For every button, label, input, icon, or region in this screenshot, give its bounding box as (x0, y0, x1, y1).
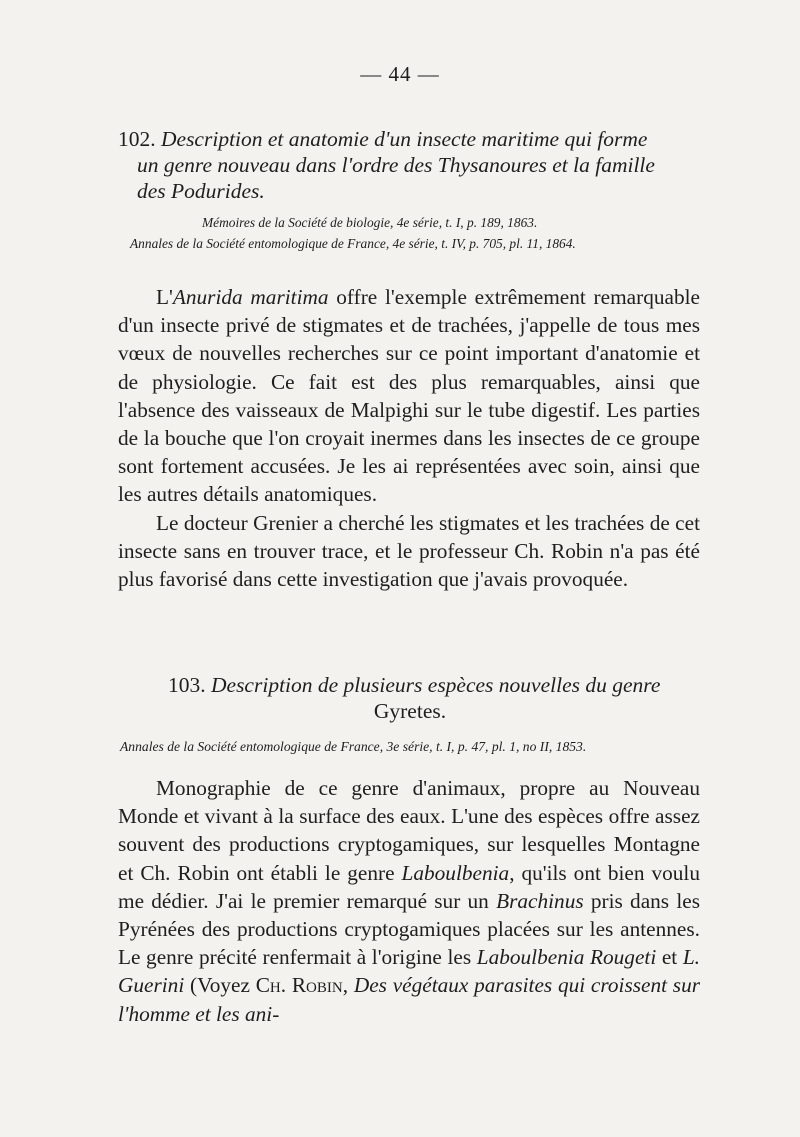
entry-103-paragraph (118, 774, 700, 1028)
entry-103-genus-brachinus: Brachinus (496, 888, 584, 913)
entry-103-species-guerini: L. Guerini (118, 945, 700, 998)
page-number: — 44 — (360, 62, 440, 86)
entry-103-text-2: , qu'ils ont bien voulu me dédier. J'ai le premier remarqué sur un (118, 860, 700, 913)
entry-103-body (118, 774, 700, 1028)
entry-103-genus-laboulbenia: Laboulbenia (401, 860, 510, 885)
entry-103-number: 103. (168, 673, 206, 697)
entry-102-para1-lead: L' (156, 285, 173, 309)
entry-102-title-line1: Description et anatomie d'un insecte maritime qui forme (161, 127, 648, 151)
entry-102-heading (118, 126, 702, 204)
entry-102-number: 102. (118, 127, 156, 151)
entry-102-title-line2: un genre nouveau dans l'ordre des Thysanoures et la famille (137, 153, 655, 177)
entry-102-species-name: Anurida maritima (172, 285, 329, 309)
entry-102-citation-1: Mémoires de la Société de biologie, 4e série, t. I, p. 189, 1863. (202, 215, 538, 230)
entry-103-reference-title: Des végétaux parasites qui croissent sur l'homme et les ani- (118, 973, 701, 1026)
entry-103-heading (118, 672, 702, 724)
entry-102-para1-text: offre l'exemple extrêmement remarquable d'un insecte privé de stigmates et de trachées, j'appelle de tous mes vœux de nouvelles recherches sur ce point important d'anatomie et de physiologie. Ce fait est des plus remarquables, ainsi que l'absence des vaisseaux de Malpighi sur le tube digestif. Les parties de la bouche que l'on croyait inermes dans les insectes de ce groupe sont fortement accusées. Je les ai représentées avec soin, ainsi que les autres détails anatomiques. (118, 285, 700, 507)
entry-103-text-3: pris dans les Pyrénées des productions cryptogamiques placées sur les antennes. Le genre précité renfermait à l'origine les (118, 888, 700, 970)
entry-102-paragraph-2: Le docteur Grenier a cherché les stigmates et les trachées de cet insecte sans en trouver trace, et le professeur Ch. Robin n'a pas été plus favorisé dans cette investigation que j'avais provoquée. (118, 510, 700, 592)
entry-103-text-1: Monographie de ce genre d'animaux, propre au Nouveau Monde et vivant à la surface des eaux. L'une des espèces offre assez souvent des productions cryptogamiques, sur lesquelles Montagne et Ch. Robin ont établi le genre (118, 776, 700, 885)
entry-102-body (118, 283, 700, 593)
entry-103-citation: Annales de la Société entomologique de France, 3e série, t. I, p. 47, pl. 1, no II, 1853. (120, 739, 587, 754)
entry-103-text-6: , (342, 973, 354, 998)
entry-102-paragraph-1 (118, 283, 700, 509)
entry-102-title-line3: des Podurides. (137, 179, 265, 203)
entry-103-text-4: et (656, 945, 683, 970)
entry-103-title-line1: Description de plusieurs espèces nouvelles du genre (211, 673, 661, 697)
entry-103-species-rougeti: Laboulbenia Rougeti (476, 945, 657, 970)
entry-102-citation-2: Annales de la Société entomologique de France, 4e série, t. IV, p. 705, pl. 11, 1864. (130, 236, 576, 251)
entry-103-text-5: (Voyez (184, 973, 256, 998)
entry-103-author-robin: Ch. Robin (255, 973, 343, 998)
entry-103-title-line2: Gyretes. (373, 699, 447, 723)
